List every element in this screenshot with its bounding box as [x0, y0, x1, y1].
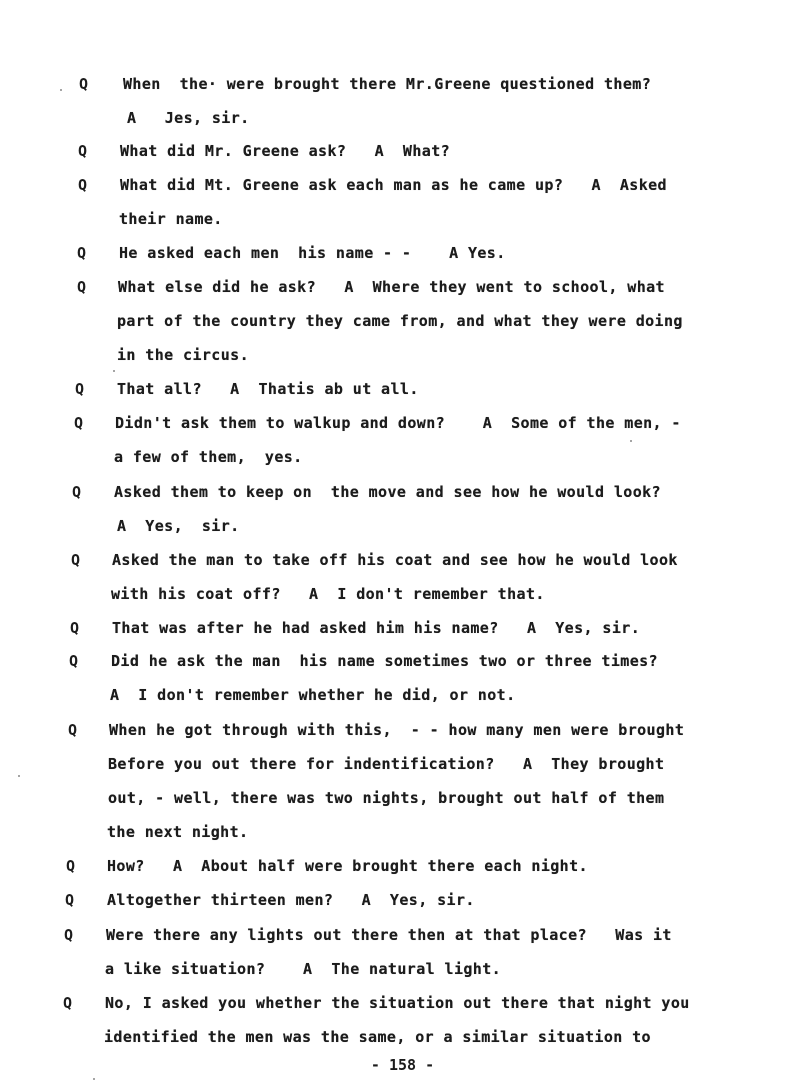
question-marker: Q: [66, 857, 76, 875]
transcript-line: What else did he ask? A Where they went to school, what: [118, 278, 665, 296]
transcript-line: How? A About half were brought there each night.: [107, 857, 588, 875]
question-marker: Q: [63, 994, 73, 1012]
transcript-line: What did Mt. Greene ask each man as he came up? A Asked: [120, 176, 667, 194]
transcript-line: identified the men was the same, or a similar situation to: [104, 1028, 651, 1046]
transcript-line: When he got through with this, - - how many men were brought: [109, 721, 685, 739]
question-marker: Q: [69, 652, 79, 670]
transcript-line: That was after he had asked him his name? A Yes, sir.: [112, 619, 641, 637]
transcript-line: out, - well, there was two nights, brought out half of them: [108, 789, 665, 807]
scan-speck: [630, 440, 632, 442]
question-marker: Q: [71, 551, 81, 569]
transcript-line: He asked each men his name - - A Yes.: [119, 244, 506, 262]
transcript-line: Were there any lights out there then at that place? Was it: [106, 926, 672, 944]
question-marker: Q: [77, 278, 87, 296]
scan-speck: [18, 775, 20, 777]
question-marker: Q: [74, 414, 84, 432]
scan-speck: [93, 1078, 95, 1080]
question-marker: Q: [64, 926, 74, 944]
transcript-line: a like situation? A The natural light.: [105, 960, 502, 978]
transcript-line: with his coat off? A I don't remember that.: [111, 585, 545, 603]
transcript-line: a few of them, yes.: [114, 448, 303, 466]
question-marker: Q: [65, 891, 75, 909]
transcript-line: Did he ask the man his name sometimes two or three times?: [111, 652, 658, 670]
question-marker: Q: [68, 721, 78, 739]
question-marker: Q: [77, 244, 87, 262]
transcript-line: A I don't remember whether he did, or not.: [110, 686, 516, 704]
transcript-line: Asked the man to take off his coat and see how he would look: [112, 551, 678, 569]
transcript-line: the next night.: [107, 823, 249, 841]
scan-speck: [60, 89, 62, 91]
transcript-line: Altogether thirteen men? A Yes, sir.: [107, 891, 475, 909]
page-number: - 158 -: [370, 1056, 435, 1074]
transcript-line: A Yes, sir.: [117, 517, 240, 535]
transcript-line: their name.: [119, 210, 223, 228]
transcript-line: That all? A Thatis ab ut all.: [117, 380, 419, 398]
question-marker: Q: [72, 483, 82, 501]
transcript-line: in the circus.: [117, 346, 250, 364]
transcript-line: When the· were brought there Mr.Greene questioned them?: [123, 75, 652, 93]
question-marker: Q: [78, 176, 88, 194]
transcript-line: Before you out there for indentification? A They brought: [108, 755, 665, 773]
question-marker: Q: [78, 142, 88, 160]
transcript-line: A Jes, sir.: [127, 109, 250, 127]
transcript-line: part of the country they came from, and what they were doing: [117, 312, 683, 330]
transcript-line: Didn't ask them to walkup and down? A Some of the men, -: [115, 414, 681, 432]
transcript-line: No, I asked you whether the situation out there that night you: [105, 994, 690, 1012]
question-marker: Q: [70, 619, 80, 637]
question-marker: Q: [79, 75, 89, 93]
transcript-line: Asked them to keep on the move and see how he would look?: [114, 483, 661, 501]
question-marker: Q: [75, 380, 85, 398]
scan-speck: [113, 370, 115, 372]
transcript-line: What did Mr. Greene ask? A What?: [120, 142, 451, 160]
